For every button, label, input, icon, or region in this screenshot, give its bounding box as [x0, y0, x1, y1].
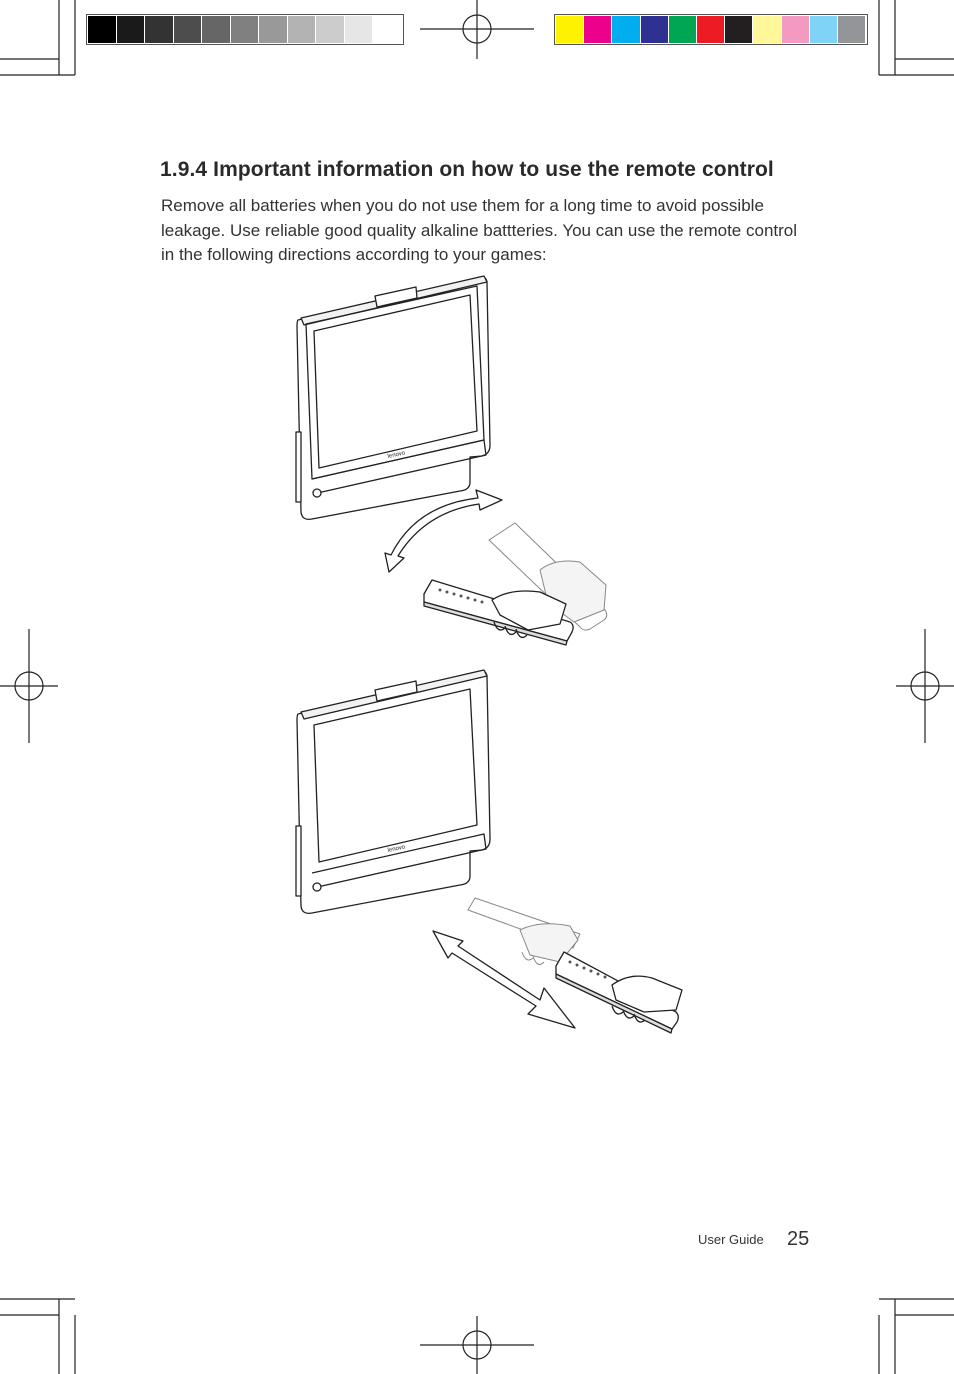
monitor-logo-2: lenovo: [387, 844, 406, 854]
remote-near: [556, 952, 682, 1033]
section-title: 1.9.4 Important information on how to use the remote control: [160, 158, 774, 181]
page-number: 25: [787, 1228, 810, 1250]
footer-label: User Guide: [698, 1232, 764, 1247]
body-paragraph: Remove all batteries when you do not use them for a long time to avoid possible leakage. Use reliable good quality alkaline battteries. You can use the remote control in the following directions according to your games:: [161, 196, 798, 264]
monitor-logo: lenovo: [387, 450, 406, 460]
